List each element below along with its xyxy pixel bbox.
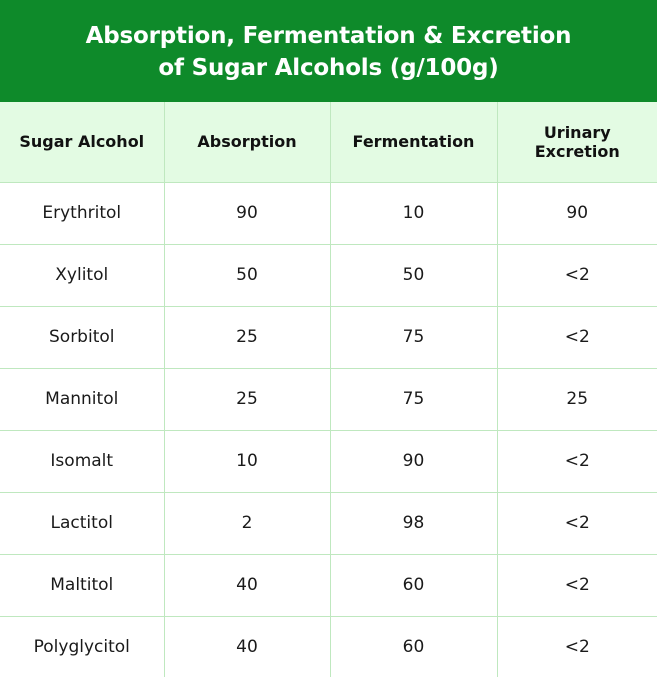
header-row [0, 102, 657, 182]
cell-absorption: 50 [164, 244, 330, 306]
cell-absorption: 10 [164, 430, 330, 492]
cell-urinary-excretion: <2 [497, 244, 657, 306]
cell-fermentation: 50 [330, 244, 497, 306]
table-row [0, 182, 657, 244]
header-sugar-alcohol: Sugar Alcohol [0, 102, 164, 182]
cell-fermentation: 75 [330, 306, 497, 368]
cell-absorption: 25 [164, 306, 330, 368]
header-absorption: Absorption [164, 102, 330, 182]
table-row [0, 492, 657, 554]
table-row [0, 616, 657, 677]
cell-sugar-alcohol: Xylitol [0, 244, 164, 306]
sugar-alcohol-table [0, 102, 657, 677]
cell-fermentation: 10 [330, 182, 497, 244]
cell-fermentation: 75 [330, 368, 497, 430]
cell-sugar-alcohol: Mannitol [0, 368, 164, 430]
cell-urinary-excretion: <2 [564, 637, 590, 658]
cell-sugar-alcohol: Sorbitol [0, 306, 164, 368]
cell-fermentation: 98 [330, 492, 497, 554]
cell-urinary-excretion: <2 [497, 306, 657, 368]
cell-absorption: 2 [164, 492, 330, 554]
cell-urinary-excretion: <2 [497, 492, 657, 554]
table-body [0, 182, 657, 677]
table-row [0, 430, 657, 492]
cell-sugar-alcohol: Isomalt [0, 430, 164, 492]
header-urinary-excretion-line-2: Excretion [534, 141, 620, 161]
cell-sugar-alcohol: Lactitol [0, 492, 164, 554]
cell-urinary-excretion: <2 [497, 554, 657, 616]
header-urinary-excretion [497, 102, 657, 182]
title-banner [0, 0, 657, 102]
cell-fermentation: 60 [330, 554, 497, 616]
cell-sugar-alcohol: Maltitol [0, 554, 164, 616]
cell-sugar-alcohol: Erythritol [0, 182, 164, 244]
cell-urinary-excretion: 90 [497, 182, 657, 244]
cell-absorption: 40 [164, 616, 330, 677]
title-line-1: Absorption, Fermentation & Excretion [85, 23, 572, 49]
cell-fermentation: 60 [330, 616, 497, 677]
cell-absorption: 90 [164, 182, 330, 244]
cell-urinary-excretion: 25 [497, 368, 657, 430]
table-row [0, 554, 657, 616]
cell-fermentation: 90 [330, 430, 497, 492]
table-row [0, 306, 657, 368]
cell-sugar-alcohol: Polyglycitol [0, 616, 164, 677]
header-fermentation: Fermentation [330, 102, 497, 182]
header-urinary-excretion-line-1: Urinary [543, 122, 611, 142]
title-line-2: of Sugar Alcohols (g/100g) [158, 55, 499, 81]
cell-absorption: 25 [164, 368, 330, 430]
cell-absorption: 40 [164, 554, 330, 616]
cell-urinary-excretion: <2 [497, 430, 657, 492]
table-row [0, 244, 657, 306]
table-row [0, 368, 657, 430]
table-header [0, 102, 657, 182]
